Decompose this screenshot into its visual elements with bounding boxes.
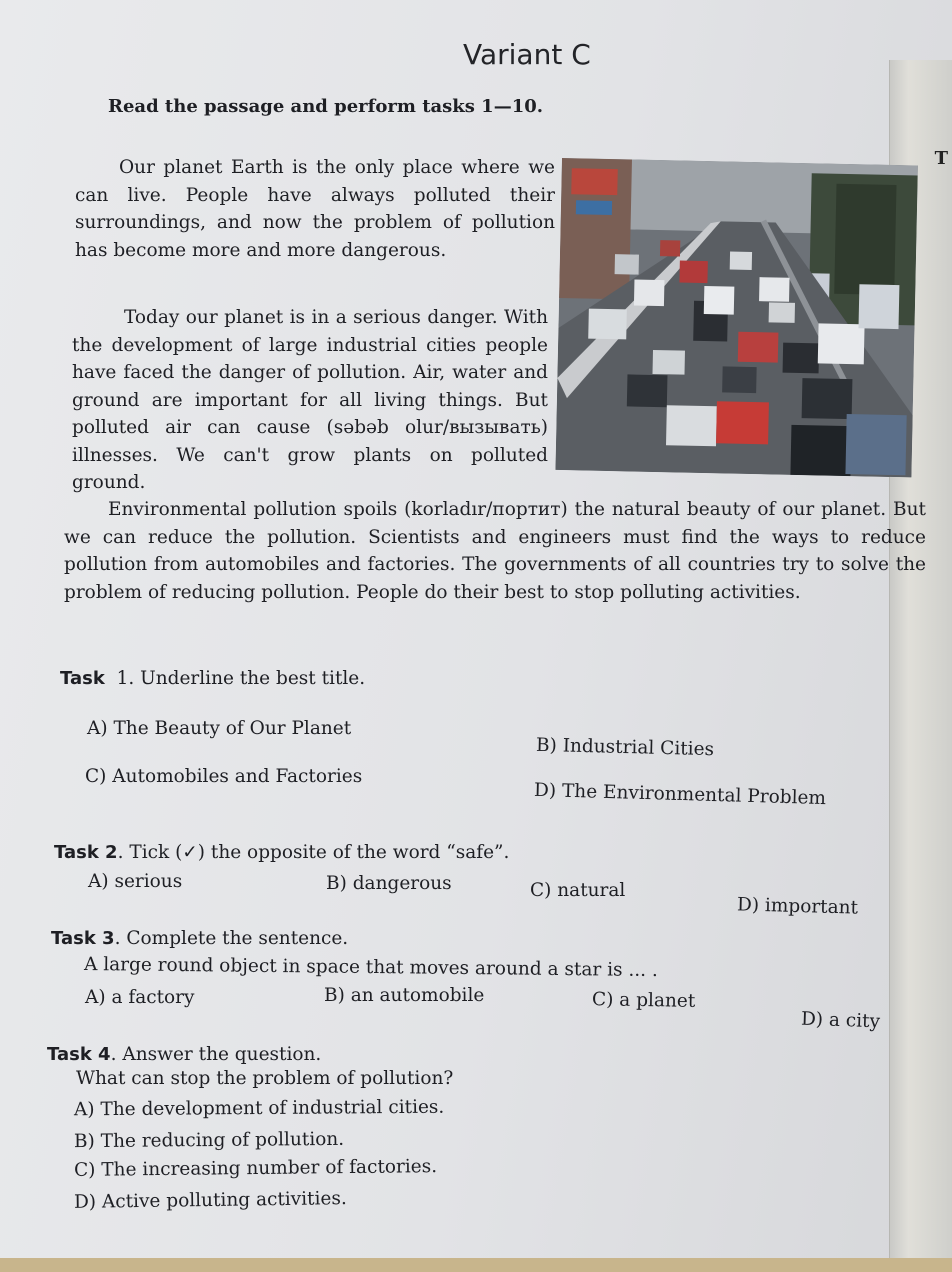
passage-paragraph-3: Environmental pollution spoils (korladır/портит) the natural beauty of our planet. But we can reduce the pollution. Scientists and engineers must find the ways to reduce pollution from automobiles and factories. The governments of all countries try to solve the problem of reducing pollution. People do their best to stop polluting activities. xyxy=(64,499,926,603)
task-3-option-c[interactable]: C) a planet xyxy=(591,989,696,1012)
task-1-option-b[interactable]: B) Industrial Cities xyxy=(535,734,715,761)
task-2-option-d[interactable]: D) important xyxy=(736,894,859,919)
task-2-option-a[interactable]: A) serious xyxy=(88,871,183,892)
task-2-instruction: . Tick (✓) the opposite of the word “safe”. xyxy=(117,842,510,863)
task-4-instruction: . Answer the question. xyxy=(110,1044,322,1065)
task-4-option-a[interactable]: A) The development of industrial cities. xyxy=(73,1096,445,1121)
task-1-option-d[interactable]: D) The Environmental Problem xyxy=(533,779,827,810)
task-4-label: Task 4 xyxy=(47,1044,111,1065)
task-1-option-c[interactable]: C) Automobiles and Factories xyxy=(85,766,363,787)
task-2-heading xyxy=(54,842,509,863)
task-2-label: Task 2 xyxy=(54,842,118,863)
task-3-sentence: A large round object in space that moves around a star is ... . xyxy=(83,953,658,982)
task-4-option-b[interactable]: B) The reducing of pollution. xyxy=(73,1128,345,1153)
page-bottom-edge xyxy=(0,1258,952,1272)
task-3-heading xyxy=(51,928,348,949)
task-1-label: Task xyxy=(60,668,105,689)
traffic-jam-photo xyxy=(555,158,917,477)
reading-instruction: Read the passage and perform tasks 1—10. xyxy=(108,96,544,117)
task-1-option-a[interactable]: A) The Beauty of Our Planet xyxy=(87,718,352,739)
next-page-edge-text: T xyxy=(934,148,948,169)
task-4-heading xyxy=(47,1044,321,1065)
task-3-option-d[interactable]: D) a city xyxy=(800,1008,881,1033)
passage-paragraph-2: Today our planet is in a serious danger. With the development of large industrial cities people have faced the danger of pollution. Air, water and ground are important for all living things. But polluted air can cause (səbəb olur/вызывать) illnesses. We can't grow plants on polluted ground. xyxy=(72,307,548,493)
task-3-option-a[interactable]: A) a factory xyxy=(85,987,195,1008)
task-4-question: What can stop the problem of pollution? xyxy=(76,1068,454,1089)
task-2-option-c[interactable]: C) natural xyxy=(530,880,626,901)
task-1-instruction: . Underline the best title. xyxy=(128,668,366,689)
page-title: Variant C xyxy=(463,38,591,71)
task-1-heading xyxy=(60,668,365,689)
task-2-option-b[interactable]: B) dangerous xyxy=(326,873,452,894)
task-3-instruction: . Complete the sentence. xyxy=(114,928,349,949)
task-4-option-c[interactable]: C) The increasing number of factories. xyxy=(73,1156,438,1181)
task-4-option-d[interactable]: D) Active polluting activities. xyxy=(73,1188,347,1213)
task-3-label: Task 3 xyxy=(51,928,115,949)
task-3-option-b[interactable]: B) an automobile xyxy=(324,985,485,1006)
task-1-number: 1 xyxy=(116,668,129,689)
passage-paragraph-1: Our planet Earth is the only place where we can live. People have always polluted their surroundings, and now the problem of pollution has become more and more dangerous. xyxy=(75,157,555,261)
